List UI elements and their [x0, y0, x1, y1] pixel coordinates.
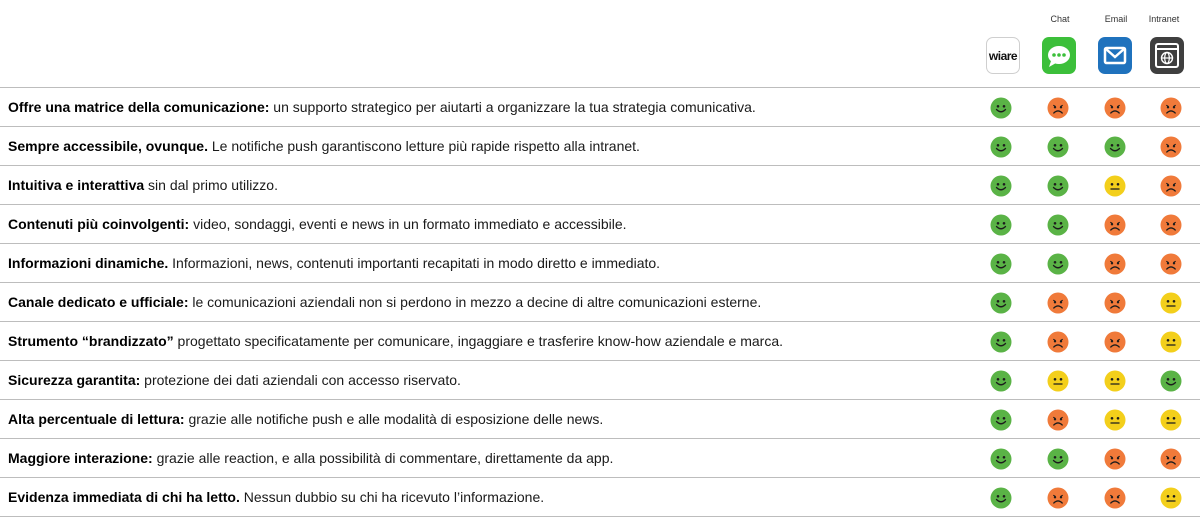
row-highlight: Alta percentuale di lettura:	[8, 411, 185, 427]
envelope-icon	[1098, 37, 1132, 74]
table-row	[0, 243, 1200, 282]
sad-face-icon	[1160, 97, 1182, 119]
table-row	[0, 399, 1200, 438]
neutral-face-icon	[1104, 409, 1126, 431]
row-description	[8, 322, 783, 360]
row-highlight: Intuitiva e interattiva	[8, 177, 145, 193]
column-label-email: Email	[1104, 14, 1128, 24]
happy-face-icon	[990, 409, 1012, 431]
chat-bubble-icon	[1042, 37, 1076, 74]
row-highlight: Contenuti più coinvolgenti:	[8, 216, 190, 232]
sad-face-icon	[1047, 487, 1069, 509]
row-description	[8, 127, 640, 165]
table-header	[0, 0, 1200, 85]
sad-face-icon	[1160, 448, 1182, 470]
happy-face-icon	[990, 175, 1012, 197]
happy-face-icon	[1047, 448, 1069, 470]
happy-face-icon	[990, 214, 1012, 236]
happy-face-icon	[990, 448, 1012, 470]
row-description	[8, 88, 756, 126]
sad-face-icon	[1047, 292, 1069, 314]
row-highlight: Sempre accessibile, ovunque.	[8, 138, 208, 154]
row-detail: Le notifiche push garantiscono letture più rapide rispetto alla intranet.	[207, 138, 640, 154]
happy-face-icon	[990, 487, 1012, 509]
happy-face-icon	[990, 292, 1012, 314]
sad-face-icon	[1047, 331, 1069, 353]
neutral-face-icon	[1160, 487, 1182, 509]
row-highlight: Maggiore interazione:	[8, 450, 153, 466]
row-detail: progettato specificatamente per comunicare, ingaggiare e trasferire know-how aziendale e marca.	[173, 333, 783, 349]
happy-face-icon	[990, 370, 1012, 392]
neutral-face-icon	[1160, 409, 1182, 431]
table-row	[0, 477, 1200, 517]
row-description	[8, 361, 461, 399]
row-highlight: Canale dedicato e ufficiale:	[8, 294, 189, 310]
happy-face-icon	[1104, 136, 1126, 158]
happy-face-icon	[1047, 214, 1069, 236]
row-detail: grazie alle notifiche push e alle modalità di esposizione delle news.	[184, 411, 604, 427]
sad-face-icon	[1104, 448, 1126, 470]
sad-face-icon	[1047, 97, 1069, 119]
sad-face-icon	[1160, 253, 1182, 275]
column-label-intranet: Intranet	[1148, 14, 1180, 24]
happy-face-icon	[1047, 175, 1069, 197]
row-highlight: Sicurezza garantita:	[8, 372, 141, 388]
row-detail: un supporto strategico per aiutarti a organizzare la tua strategia comunicativa.	[269, 99, 756, 115]
table-row	[0, 87, 1200, 126]
wiare-logo-icon	[986, 37, 1020, 74]
browser-globe-icon	[1150, 37, 1184, 74]
comparison-table	[0, 87, 1200, 517]
neutral-face-icon	[1160, 331, 1182, 353]
table-row	[0, 126, 1200, 165]
sad-face-icon	[1160, 214, 1182, 236]
sad-face-icon	[1160, 136, 1182, 158]
sad-face-icon	[1104, 331, 1126, 353]
row-description	[8, 439, 613, 477]
row-highlight: Evidenza immediata di chi ha letto.	[8, 489, 240, 505]
table-row	[0, 204, 1200, 243]
row-highlight: Strumento “brandizzato”	[8, 333, 174, 349]
happy-face-icon	[990, 253, 1012, 275]
column-label-chat: Chat	[1050, 14, 1070, 24]
row-detail: grazie alle reaction, e alla possibilità di commentare, direttamente da app.	[152, 450, 614, 466]
row-detail: le comunicazioni aziendali non si perdono in mezzo a decine di altre comunicazioni esterne.	[188, 294, 762, 310]
neutral-face-icon	[1104, 370, 1126, 392]
row-highlight: Offre una matrice della comunicazione:	[8, 99, 270, 115]
sad-face-icon	[1160, 175, 1182, 197]
row-description	[8, 205, 627, 243]
row-detail: video, sondaggi, eventi e news in un formato immediato e accessibile.	[189, 216, 627, 232]
neutral-face-icon	[1104, 175, 1126, 197]
row-description	[8, 166, 278, 204]
table-row	[0, 282, 1200, 321]
sad-face-icon	[1104, 253, 1126, 275]
neutral-face-icon	[1047, 370, 1069, 392]
sad-face-icon	[1104, 292, 1126, 314]
sad-face-icon	[1104, 97, 1126, 119]
sad-face-icon	[1104, 487, 1126, 509]
neutral-face-icon	[1160, 292, 1182, 314]
table-row	[0, 438, 1200, 477]
table-row	[0, 165, 1200, 204]
row-description	[8, 478, 544, 516]
happy-face-icon	[990, 97, 1012, 119]
happy-face-icon	[990, 136, 1012, 158]
row-description	[8, 244, 660, 282]
row-detail: Informazioni, news, contenuti importanti recapitati in modo diretto e immediato.	[168, 255, 661, 271]
row-detail: Nessun dubbio su chi ha ricevuto l’informazione.	[239, 489, 545, 505]
row-detail: sin dal primo utilizzo.	[144, 177, 278, 193]
happy-face-icon	[990, 331, 1012, 353]
sad-face-icon	[1104, 214, 1126, 236]
row-description	[8, 400, 603, 438]
row-detail: protezione dei dati aziendali con accesso riservato.	[140, 372, 461, 388]
row-description	[8, 283, 761, 321]
table-row	[0, 360, 1200, 399]
happy-face-icon	[1047, 136, 1069, 158]
table-row	[0, 321, 1200, 360]
happy-face-icon	[1160, 370, 1182, 392]
row-highlight: Informazioni dinamiche.	[8, 255, 169, 271]
happy-face-icon	[1047, 253, 1069, 275]
sad-face-icon	[1047, 409, 1069, 431]
wiare-logo-text: wiare	[988, 48, 1018, 63]
